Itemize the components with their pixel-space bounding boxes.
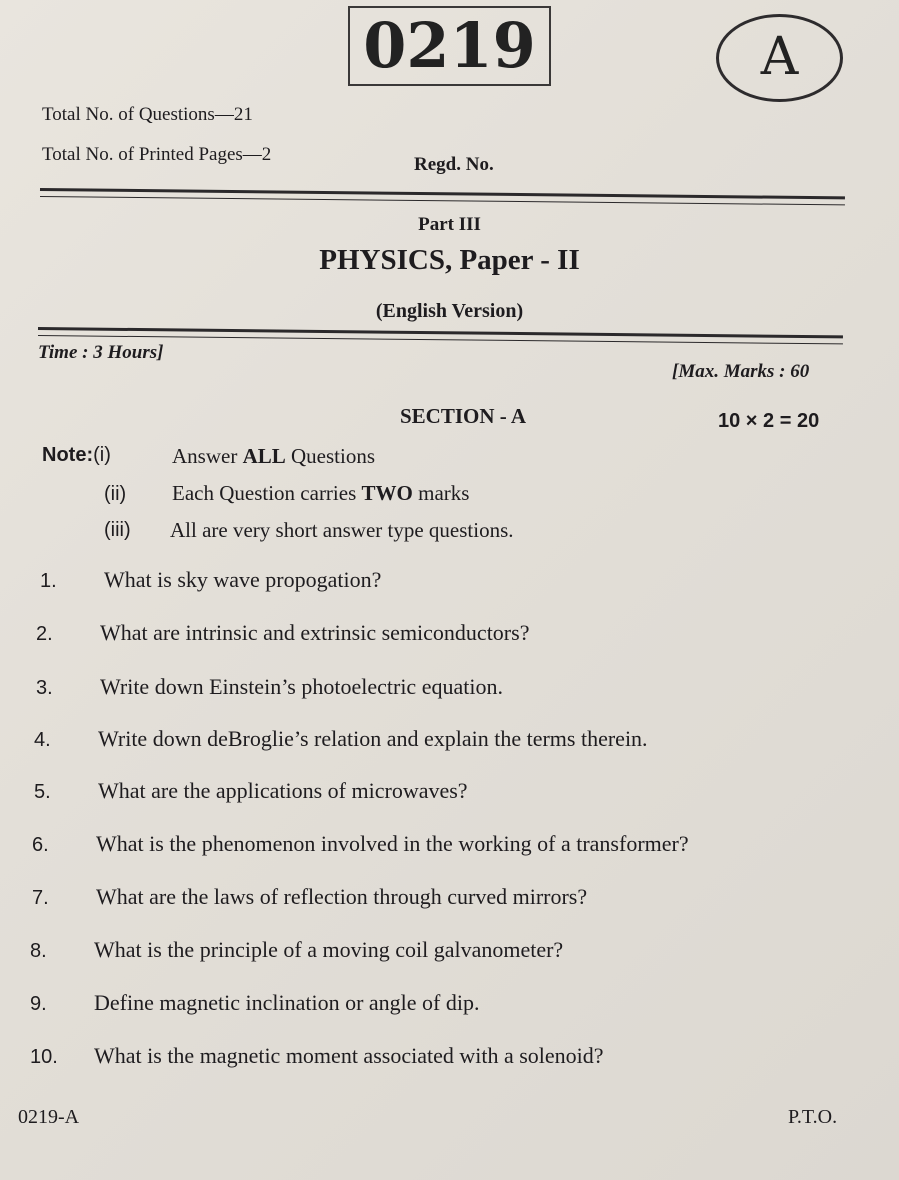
question-item bbox=[36, 620, 876, 646]
question-text: Write down deBroglie’s relation and explain the terms therein. bbox=[98, 726, 648, 751]
version-label: (English Version) bbox=[375, 300, 524, 322]
note-item: All are very short answer type questions. bbox=[170, 518, 514, 542]
part-label: Part III bbox=[418, 214, 481, 235]
question-text: Write down Einstein’s photoelectric equation. bbox=[100, 674, 503, 699]
subject-title: PHYSICS, Paper - II bbox=[319, 244, 580, 276]
section-marks: 10 × 2 = 20 bbox=[718, 410, 820, 432]
question-item bbox=[34, 726, 874, 752]
note-label-row bbox=[42, 442, 111, 467]
question-item bbox=[32, 884, 872, 910]
question-number: 10. bbox=[30, 1046, 58, 1068]
question-text: What are the laws of reflection through curved mirrors? bbox=[96, 884, 588, 909]
question-text: Define magnetic inclination or angle of dip. bbox=[94, 990, 480, 1015]
footer-pto: P.T.O. bbox=[788, 1106, 838, 1128]
question-item bbox=[30, 990, 870, 1016]
question-item bbox=[30, 1043, 870, 1069]
paper-code: 0219 bbox=[348, 6, 551, 86]
note-num: (iii) bbox=[104, 519, 131, 541]
footer-code: 0219-A bbox=[18, 1106, 80, 1128]
question-item bbox=[34, 778, 874, 804]
question-text: What are intrinsic and extrinsic semiconductors? bbox=[100, 620, 530, 645]
note-item: Each Question carries TWO marks bbox=[172, 481, 470, 505]
question-text: What are the applications of microwaves? bbox=[98, 778, 468, 803]
question-text: What is the magnetic moment associated with a solenoid? bbox=[94, 1043, 604, 1068]
question-text: What is the principle of a moving coil galvanometer? bbox=[94, 937, 564, 962]
total-questions: Total No. of Questions—21 bbox=[42, 104, 253, 125]
question-number: 7. bbox=[32, 887, 49, 909]
question-number: 5. bbox=[34, 781, 51, 803]
question-number: 1. bbox=[40, 570, 57, 592]
question-text: What is the phenomenon involved in the working of a transformer? bbox=[96, 831, 689, 856]
note-item: Answer ALL Questions bbox=[172, 444, 376, 468]
question-number: 6. bbox=[32, 834, 49, 856]
emphasis: ALL bbox=[242, 444, 286, 468]
question-number: 2. bbox=[36, 623, 53, 645]
section-title: SECTION - A bbox=[400, 404, 527, 428]
note-num: (i) bbox=[93, 444, 111, 466]
regd-no-label: Regd. No. bbox=[414, 154, 494, 175]
question-item bbox=[32, 831, 872, 857]
total-pages: Total No. of Printed Pages—2 bbox=[42, 144, 272, 165]
question-item bbox=[40, 567, 880, 593]
question-number: 9. bbox=[30, 993, 47, 1015]
question-number: 4. bbox=[34, 729, 51, 751]
emphasis: TWO bbox=[361, 481, 413, 505]
question-item bbox=[36, 674, 876, 700]
question-number: 3. bbox=[36, 677, 53, 699]
version-badge: A bbox=[716, 14, 843, 102]
question-text: What is sky wave propogation? bbox=[104, 567, 382, 592]
question-number: 8. bbox=[30, 940, 47, 962]
note-label: Note: bbox=[42, 444, 94, 466]
time-label: Time : 3 Hours] bbox=[38, 342, 164, 363]
note-num: (ii) bbox=[104, 483, 127, 505]
question-item bbox=[30, 937, 870, 963]
max-marks: [Max. Marks : 60 bbox=[672, 361, 810, 382]
